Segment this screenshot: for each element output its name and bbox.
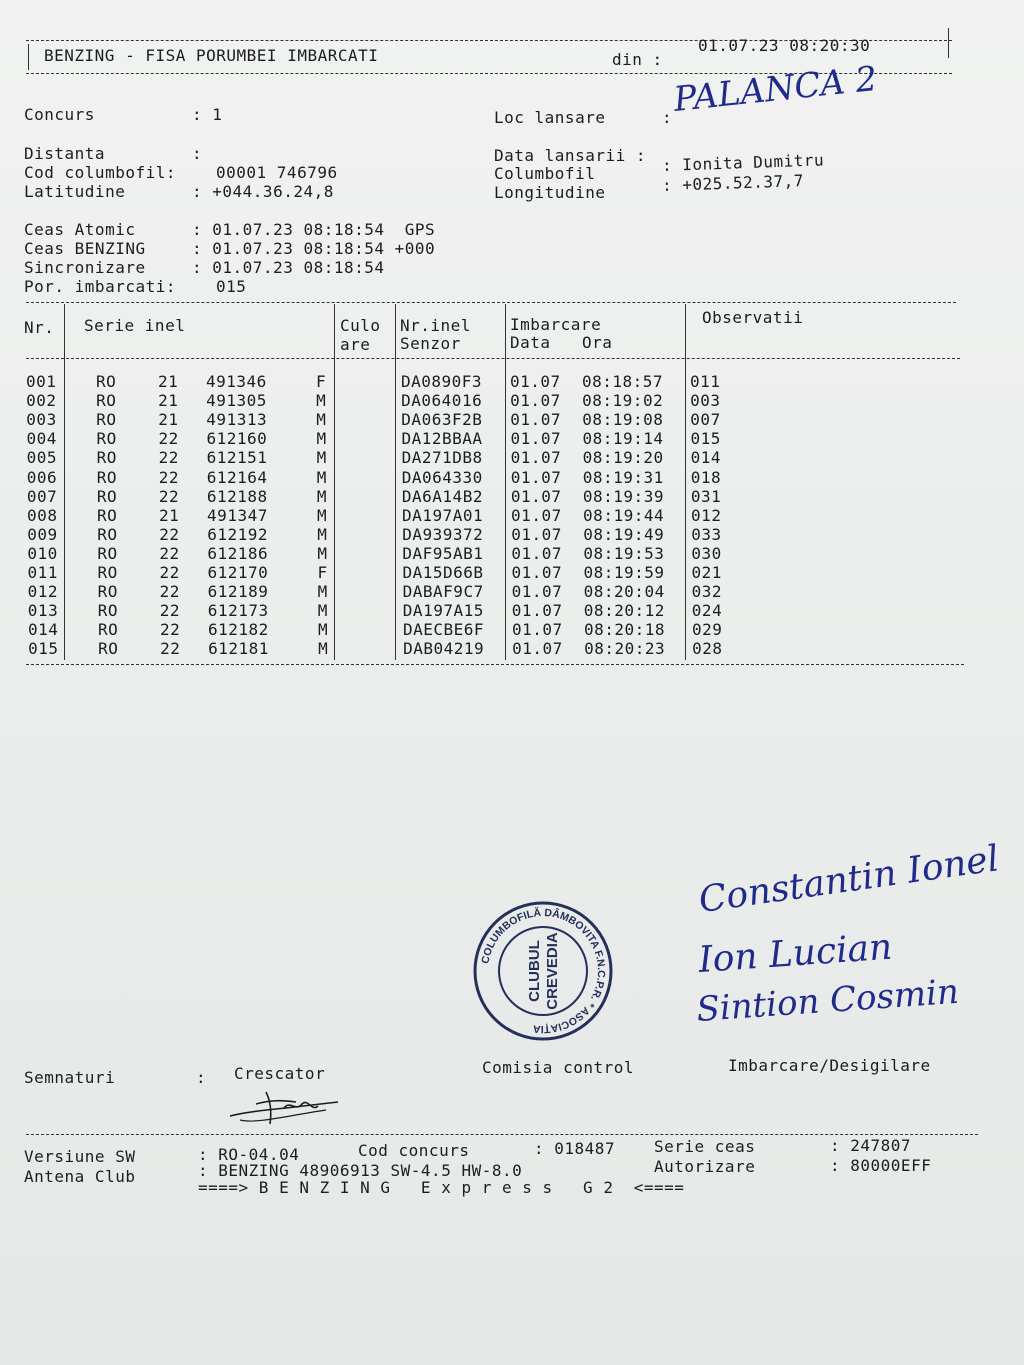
table-header-rule [26, 358, 960, 359]
row-tara: RO [96, 486, 118, 506]
row-data: 01.07 [510, 486, 562, 506]
data-lansarii-label: Data lansarii : [494, 146, 646, 165]
loc-lansare-colon: : [662, 108, 673, 127]
row-senzor: DA197A15 [402, 601, 484, 621]
table-row [0, 601, 1024, 620]
latitudine-value: : +044.36.24,8 [192, 182, 334, 201]
stamp-outer-text: COLUMBOFILĂ DÂMBOVITA F.N.C.P.R. * ASOCIAȚIA [479, 906, 608, 1036]
row-data: 01.07 [510, 372, 561, 391]
row-sex: F [317, 563, 328, 582]
row-tara: RO [97, 620, 119, 640]
row-inel: 612151 [206, 448, 268, 468]
row-ora: 08:19:49 [583, 524, 665, 544]
row-tara: RO [97, 524, 118, 544]
row-senzor: DA064016 [401, 391, 483, 411]
antena-club-label: Antena Club [24, 1167, 136, 1186]
row-data: 01.07 [511, 601, 563, 621]
ceas-atomic-label: Ceas Atomic [24, 220, 136, 239]
row-nr: 007 [26, 486, 58, 506]
row-ora: 08:19:08 [582, 410, 664, 430]
longitudine-value: : +025.52.37,7 [661, 171, 805, 195]
row-nr: 005 [26, 448, 57, 468]
row-senzor: DA197A01 [402, 505, 484, 525]
row-observatii: 028 [692, 639, 723, 659]
row-data: 01.07 [510, 448, 562, 468]
header-right-border [948, 28, 949, 58]
row-data: 01.07 [510, 429, 562, 449]
col-divider-imbarcare [685, 304, 686, 660]
table-row [0, 563, 1024, 582]
row-sex: M [316, 467, 327, 487]
row-inel: 612188 [206, 486, 268, 506]
row-observatii: 029 [691, 620, 723, 640]
row-ora: 08:19:44 [583, 505, 665, 525]
table-row [0, 620, 1024, 639]
row-ora: 08:20:04 [583, 582, 665, 602]
row-an: 22 [159, 563, 180, 582]
row-ora: 08:19:39 [582, 486, 664, 506]
row-an: 22 [160, 639, 181, 659]
row-observatii: 012 [691, 505, 722, 525]
row-data: 01.07 [511, 543, 563, 563]
row-data: 01.07 [511, 582, 563, 602]
row-nr: 015 [28, 639, 59, 659]
row-inel: 491346 [206, 372, 267, 391]
row-an: 22 [159, 582, 180, 602]
row-tara: RO [96, 467, 118, 487]
table-bottom-rule [26, 664, 964, 665]
row-senzor: DA15D66B [402, 563, 484, 582]
row-senzor: DA939372 [402, 524, 484, 544]
row-observatii: 007 [690, 410, 721, 430]
antena-club-value: : BENZING 48906913 SW-4.5 HW-8.0 [198, 1161, 523, 1180]
stamp-line2: CREVEDIA [544, 932, 561, 1010]
row-nr: 010 [27, 543, 58, 563]
row-nr: 006 [26, 467, 58, 487]
columbofil-value: : Ionita Dumitru [661, 150, 825, 175]
table-row [0, 544, 1024, 563]
semnaturi-label: Semnaturi [24, 1068, 116, 1087]
table-row [0, 372, 1024, 391]
row-sex: M [317, 620, 329, 640]
row-senzor: DA271DB8 [401, 448, 483, 468]
row-nr: 008 [27, 505, 58, 525]
row-nr: 002 [26, 391, 57, 411]
row-observatii: 032 [691, 582, 723, 602]
row-sex: M [317, 524, 328, 544]
row-sex: F [316, 372, 327, 391]
row-inel: 612170 [207, 563, 269, 582]
row-inel: 612160 [206, 429, 268, 449]
row-ora: 08:19:53 [583, 543, 665, 563]
row-tara: RO [97, 563, 118, 582]
row-observatii: 030 [691, 543, 722, 563]
row-tara: RO [97, 543, 118, 563]
th-nr: Nr. [24, 318, 55, 337]
row-tara: RO [98, 639, 119, 659]
sincronizare-value: : 01.07.23 08:18:54 [192, 258, 385, 277]
row-tara: RO [96, 448, 117, 468]
row-ora: 08:20:23 [584, 639, 666, 659]
row-tara: RO [96, 410, 117, 430]
row-sex: M [317, 601, 328, 621]
loc-lansare-handwritten: PALANCA 2 [671, 58, 880, 120]
row-ora: 08:19:31 [582, 467, 664, 487]
table-row [0, 448, 1024, 467]
row-ora: 08:18:57 [582, 372, 664, 391]
table-row [0, 410, 1024, 429]
row-inel: 491305 [206, 391, 267, 411]
row-an: 22 [158, 429, 179, 449]
row-ora: 08:19:20 [582, 448, 664, 468]
th-imbarcare-data: Data [510, 333, 551, 352]
row-senzor: DA6A14B2 [401, 486, 483, 506]
cod-concurs-value: : 018487 [534, 1139, 616, 1158]
row-an: 22 [159, 601, 181, 621]
row-senzor: DA0890F3 [401, 372, 483, 391]
row-observatii: 003 [690, 391, 721, 411]
table-row [0, 468, 1024, 487]
row-tara: RO [97, 582, 118, 602]
semnaturi-colon: : [196, 1068, 207, 1087]
concurs-label: Concurs [24, 105, 95, 124]
distanta-value: : [192, 144, 203, 163]
concurs-value: : 1 [192, 105, 223, 124]
col-divider-serie [334, 304, 335, 660]
th-imbarcare-ora: Ora [582, 333, 613, 352]
row-data: 01.07 [511, 620, 563, 640]
row-an: 22 [159, 620, 181, 640]
row-ora: 08:20:12 [583, 601, 665, 621]
handwritten-signature-2: Ion Lucian [697, 926, 894, 981]
th-culoare-2: are [340, 335, 371, 354]
table-row [0, 391, 1024, 410]
cod-columbofil-label: Cod columbofil: [24, 163, 176, 182]
serie-ceas-label: Serie ceas [654, 1137, 756, 1156]
table-row [0, 639, 1024, 658]
row-observatii: 011 [690, 372, 721, 391]
row-ora: 08:19:59 [583, 563, 665, 582]
row-tara: RO [97, 505, 118, 525]
row-tara: RO [96, 429, 117, 449]
row-ora: 08:20:18 [583, 620, 665, 640]
row-observatii: 033 [691, 524, 722, 544]
row-an: 22 [158, 486, 180, 506]
row-inel: 612186 [207, 543, 269, 563]
row-data: 01.07 [511, 505, 562, 525]
row-inel: 612182 [207, 620, 269, 640]
row-observatii: 018 [690, 467, 722, 487]
row-inel: 612181 [208, 639, 269, 659]
comisia-label: Comisia control [482, 1058, 634, 1077]
row-observatii: 014 [690, 448, 721, 468]
row-data: 01.07 [510, 410, 561, 430]
row-nr: 014 [27, 620, 59, 640]
row-ora: 08:19:14 [582, 429, 664, 449]
row-nr: 011 [27, 563, 58, 582]
row-nr: 004 [26, 429, 57, 449]
col-divider-senzor [505, 304, 506, 660]
ceas-benzing-label: Ceas BENZING [24, 239, 146, 258]
row-an: 22 [159, 543, 180, 563]
serie-ceas-value: : 247807 [830, 1136, 912, 1155]
row-an: 21 [158, 391, 179, 411]
header-left-border [28, 44, 29, 70]
sincronizare-label: Sincronizare [24, 258, 146, 277]
row-sex: M [317, 505, 328, 525]
row-inel: 612192 [207, 524, 268, 544]
row-inel: 612189 [207, 582, 269, 602]
row-an: 22 [158, 448, 179, 468]
row-nr: 012 [27, 582, 59, 602]
benzing-express-banner: ====> B E N Z I N G E x p r e s s G 2 <==== [198, 1178, 685, 1197]
row-data: 01.07 [511, 563, 563, 582]
distanta-label: Distanta [24, 144, 106, 163]
row-data: 01.07 [511, 524, 562, 544]
table-row [0, 582, 1024, 601]
row-senzor: DA063F2B [401, 410, 483, 430]
row-inel: 491347 [207, 505, 268, 525]
row-nr: 009 [27, 524, 58, 544]
row-senzor: DAB04219 [403, 639, 485, 659]
row-senzor: DAF95AB1 [402, 543, 484, 563]
row-senzor: DA12BBAA [401, 429, 483, 449]
stamp-line1: CLUBUL [526, 940, 543, 1002]
row-ora: 08:19:02 [582, 391, 664, 411]
longitudine-label: Longitudine [494, 183, 606, 202]
versiune-sw-value: : RO-04.04 [198, 1145, 300, 1164]
row-an: 21 [159, 505, 180, 525]
th-nrinel-1: Nr.inel [400, 316, 471, 335]
row-nr: 003 [26, 410, 57, 430]
row-sex: M [316, 448, 327, 468]
th-nrinel-2: Senzor [400, 334, 461, 353]
handwritten-signature-1: Constantin Ionel [696, 838, 1002, 921]
row-sex: M [316, 429, 327, 449]
th-observatii: Observatii [702, 308, 804, 327]
latitudine-label: Latitudine [24, 182, 126, 201]
table-row [0, 506, 1024, 525]
row-data: 01.07 [512, 639, 563, 659]
row-senzor: DAECBE6F [402, 620, 484, 640]
row-inel: 612164 [206, 467, 268, 487]
row-tara: RO [96, 372, 117, 391]
header-datetime: 01.07.23 08:20:30 [698, 36, 871, 55]
por-imbarcati-value: 015 [216, 277, 247, 296]
autorizare-value: : 80000EFF [830, 1156, 932, 1175]
row-sex: M [317, 543, 328, 563]
row-sex: M [317, 582, 328, 602]
row-sex: M [316, 391, 327, 411]
columbofil-label: Columbofil [494, 164, 596, 183]
th-culoare-1: Culo [340, 316, 381, 335]
versiune-sw-label: Versiune SW [24, 1147, 136, 1166]
por-imbarcati-label: Por. imbarcati: [24, 277, 176, 296]
ceas-benzing-value: : 01.07.23 08:18:54 +000 [192, 239, 436, 258]
row-sex: M [316, 486, 328, 506]
table-top-rule [26, 302, 956, 303]
col-divider-culoare [395, 304, 396, 660]
row-an: 22 [158, 467, 180, 487]
row-nr: 013 [27, 601, 59, 621]
din-label: din : [612, 50, 663, 69]
row-an: 22 [159, 524, 180, 544]
row-observatii: 024 [691, 601, 723, 621]
row-sex: M [316, 410, 327, 430]
handwritten-signature-3: Sintion Cosmin [695, 971, 961, 1030]
table-row [0, 525, 1024, 544]
ceas-atomic-value: : 01.07.23 08:18:54 GPS [192, 220, 436, 239]
row-tara: RO [97, 601, 119, 621]
row-inel: 491313 [206, 410, 268, 430]
club-stamp [470, 898, 616, 1044]
row-data: 01.07 [510, 391, 561, 411]
row-observatii: 031 [690, 486, 722, 506]
table-row [0, 487, 1024, 506]
crescator-label: Crescator [234, 1064, 326, 1083]
imbarcare-desigilare-label: Imbarcare/Desigilare [728, 1056, 931, 1075]
document-title: BENZING - FISA PORUMBEI IMBARCATI [44, 46, 379, 65]
row-an: 21 [158, 410, 179, 430]
row-senzor: DABAF9C7 [402, 582, 484, 602]
table-row [0, 429, 1024, 448]
row-nr: 001 [26, 372, 57, 391]
autorizare-label: Autorizare [654, 1157, 756, 1176]
row-an: 21 [158, 372, 179, 391]
th-serie-inel: Serie inel [84, 316, 186, 335]
footer-top-rule [26, 1134, 978, 1135]
row-senzor: DA064330 [401, 467, 483, 487]
row-observatii: 021 [691, 563, 722, 582]
row-tara: RO [96, 391, 117, 411]
col-divider-nr [64, 304, 65, 660]
row-data: 01.07 [510, 467, 562, 487]
loc-lansare-label: Loc lansare [494, 108, 606, 127]
row-sex: M [318, 639, 329, 659]
row-inel: 612173 [207, 601, 269, 621]
row-observatii: 015 [690, 429, 721, 449]
crescator-signature [226, 1086, 346, 1130]
th-imbarcare: Imbarcare [510, 315, 602, 334]
cod-columbofil-value: 00001 746796 [216, 163, 338, 182]
cod-concurs-label: Cod concurs [358, 1141, 470, 1160]
